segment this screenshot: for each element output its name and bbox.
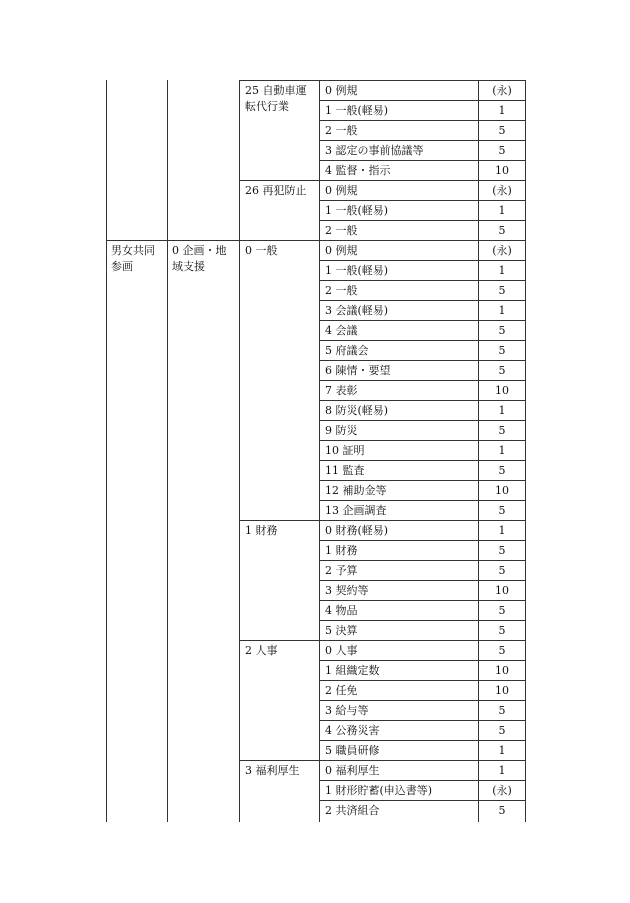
- item-name: 4 監督・指示: [325, 164, 391, 177]
- item-name: 1 財形貯蓄(申込書等): [325, 784, 433, 797]
- middle-category-label: 域支援: [172, 260, 205, 273]
- item-name: 10 証明: [325, 444, 365, 457]
- item-name: 0 例規: [325, 184, 358, 197]
- retention-period: 5: [498, 724, 506, 737]
- retention-period: 5: [498, 544, 506, 557]
- retention-period: 5: [498, 624, 506, 637]
- retention-period: 5: [498, 424, 506, 437]
- retention-period: 10: [495, 664, 509, 677]
- retention-period: 10: [495, 484, 509, 497]
- major-category-label: 男女共同: [111, 244, 155, 257]
- retention-period: 5: [498, 284, 506, 297]
- item-name: 13 企画調査: [325, 504, 387, 517]
- retention-period: 5: [498, 224, 506, 237]
- retention-period: 5: [498, 644, 506, 657]
- item-name: 2 一般: [325, 284, 358, 297]
- item-name: 5 職員研修: [325, 744, 380, 757]
- item-name: 3 認定の事前協議等: [325, 144, 424, 157]
- minor-category-label: 3 福利厚生: [245, 764, 300, 777]
- retention-period: 1: [498, 264, 506, 277]
- item-name: 7 表彰: [325, 384, 358, 397]
- item-name: 2 任免: [325, 684, 358, 697]
- item-name: 1 一般(軽易): [325, 104, 389, 117]
- retention-period: 1: [498, 524, 506, 537]
- retention-period: 10: [495, 164, 509, 177]
- item-name: 0 財務(軽易): [325, 524, 389, 537]
- item-name: 3 会議(軽易): [325, 304, 389, 317]
- retention-period: 1: [498, 104, 506, 117]
- item-name: 8 防災(軽易): [325, 404, 389, 417]
- item-name: 4 公務災害: [325, 724, 380, 737]
- item-name: 6 陳情・要望: [325, 364, 391, 377]
- item-name: 11 監査: [325, 464, 365, 477]
- retention-period: 1: [498, 204, 506, 217]
- item-name: 4 会議: [325, 324, 358, 337]
- retention-period: 5: [498, 364, 506, 377]
- minor-category-label: 0 一般: [245, 244, 278, 257]
- middle-category-label: 0 企画・地: [172, 244, 227, 257]
- retention-period: 5: [498, 144, 506, 157]
- retention-period: 5: [498, 324, 506, 337]
- item-name: 1 一般(軽易): [325, 204, 389, 217]
- retention-period: 10: [495, 584, 509, 597]
- item-name: 1 財務: [325, 544, 358, 557]
- retention-period: 5: [498, 344, 506, 357]
- item-name: 0 例規: [325, 244, 358, 257]
- retention-period: 5: [498, 464, 506, 477]
- item-name: 2 一般: [325, 124, 358, 137]
- retention-period: (永): [492, 184, 512, 197]
- retention-period: (永): [492, 244, 512, 257]
- item-name: 2 予算: [325, 564, 358, 577]
- retention-period: (永): [492, 84, 512, 97]
- retention-period: 5: [498, 704, 506, 717]
- minor-category-label: 1 財務: [245, 524, 278, 537]
- item-name: 4 物品: [325, 604, 358, 617]
- minor-category-label: 26 再犯防止: [245, 184, 307, 197]
- retention-period: 1: [498, 744, 506, 757]
- item-name: 0 人事: [325, 644, 358, 657]
- minor-category-label: 2 人事: [245, 644, 278, 657]
- item-name: 1 一般(軽易): [325, 264, 389, 277]
- retention-period: 5: [498, 124, 506, 137]
- retention-period: 10: [495, 384, 509, 397]
- item-name: 0 例規: [325, 84, 358, 97]
- retention-period: 5: [498, 604, 506, 617]
- item-name: 3 給与等: [325, 704, 369, 717]
- item-name: 5 府議会: [325, 344, 369, 357]
- item-name: 2 一般: [325, 224, 358, 237]
- retention-period: 1: [498, 764, 506, 777]
- retention-period: 5: [498, 504, 506, 517]
- item-name: 2 共済組合: [325, 804, 380, 817]
- retention-period: 1: [498, 444, 506, 457]
- item-name: 12 補助金等: [325, 484, 387, 497]
- item-name: 1 組織定数: [325, 664, 380, 677]
- retention-period: 1: [498, 304, 506, 317]
- retention-period: 10: [495, 684, 509, 697]
- item-name: 9 防災: [325, 424, 358, 437]
- retention-period: (永): [492, 784, 512, 797]
- item-name: 0 福利厚生: [325, 764, 380, 777]
- minor-category-label: 25 自動車運: [245, 84, 307, 97]
- retention-period: 5: [498, 564, 506, 577]
- retention-period: 1: [498, 404, 506, 417]
- item-name: 3 契約等: [325, 584, 369, 597]
- item-name: 5 決算: [325, 624, 358, 637]
- minor-category-label: 転代行業: [245, 100, 289, 113]
- retention-period: 5: [498, 804, 506, 817]
- major-category-label: 参画: [111, 260, 133, 273]
